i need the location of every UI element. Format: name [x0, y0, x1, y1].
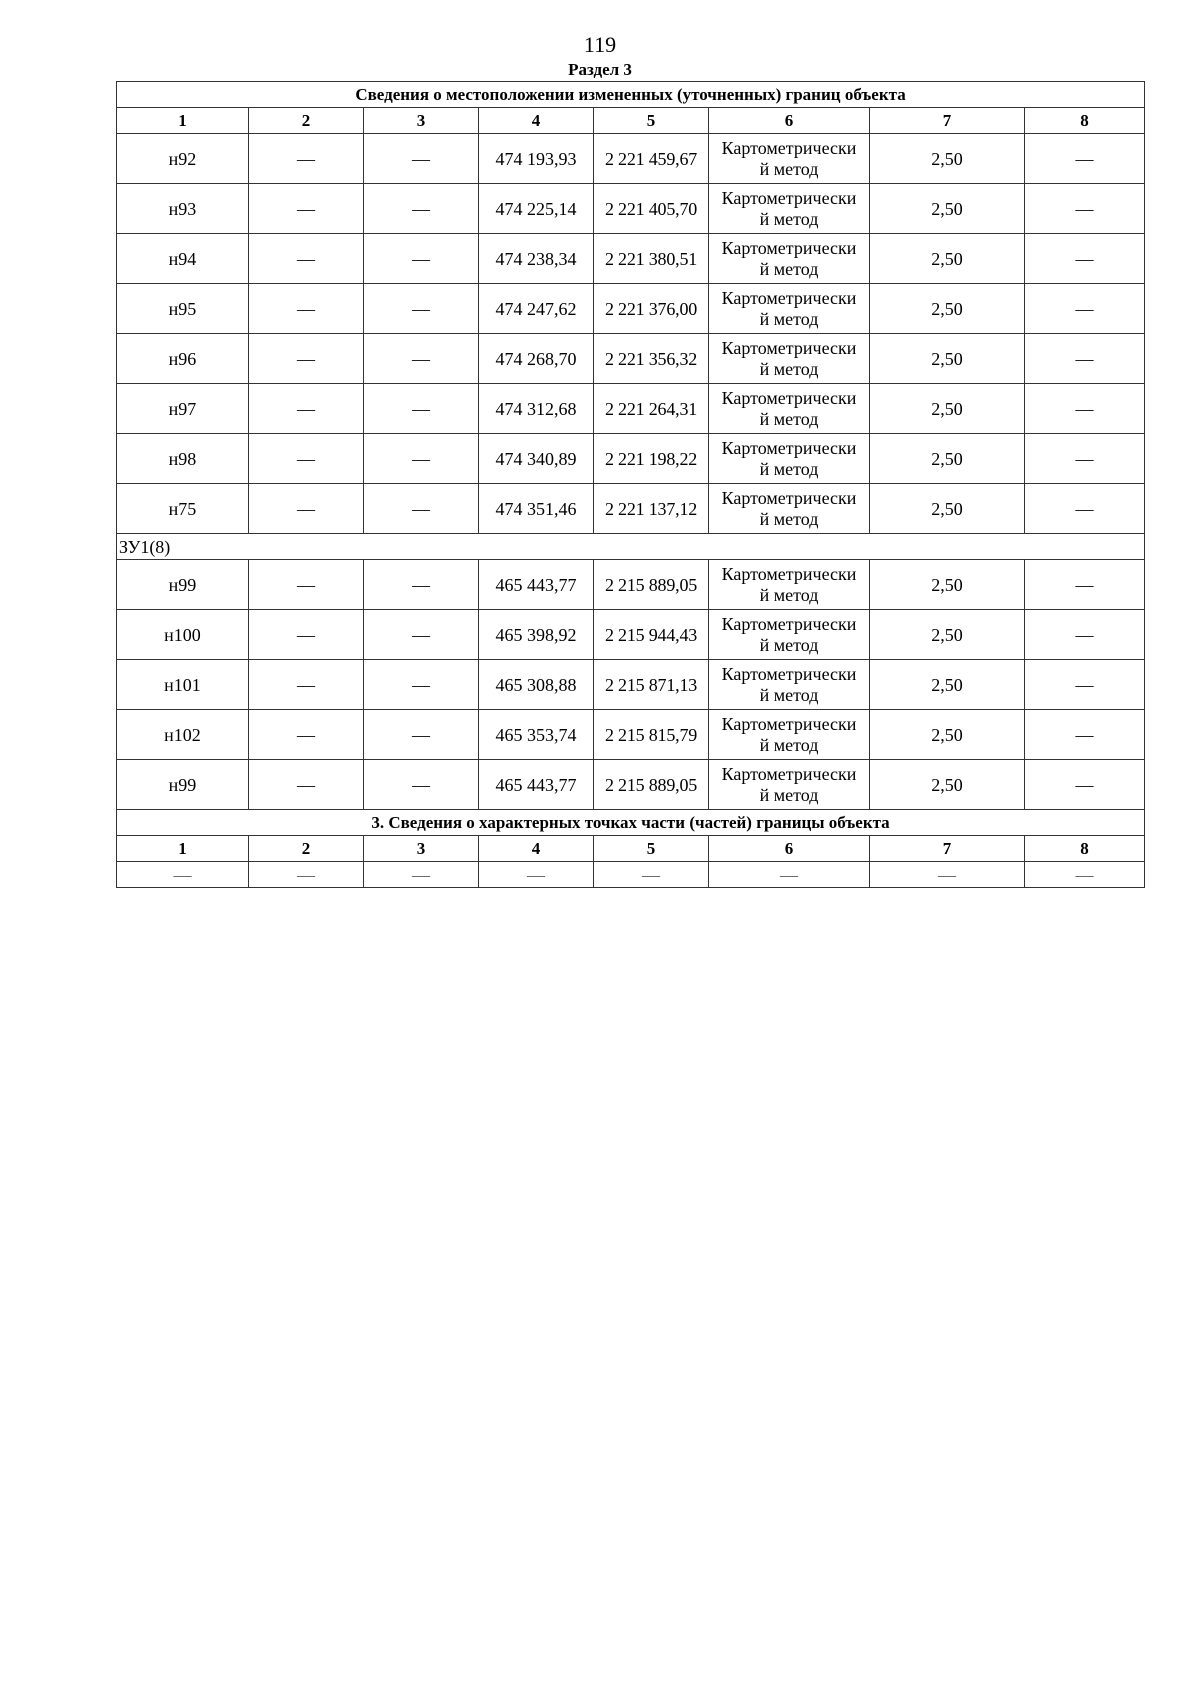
- column-number-1: 1: [117, 108, 249, 134]
- group-label: ЗУ1(8): [117, 534, 1145, 560]
- method-line-1: Картометрически: [721, 713, 857, 734]
- table-caption-row: [117, 82, 1145, 108]
- column-2-cell: —: [249, 334, 364, 384]
- point-name-cell: н101: [117, 660, 249, 710]
- method-line-1: Картометрически: [721, 563, 857, 584]
- y-coordinate-cell: 2 221 459,67: [594, 134, 709, 184]
- x-coordinate-cell: 465 398,92: [479, 610, 594, 660]
- table-row: [117, 134, 1145, 184]
- method-line-2: й метод: [759, 508, 819, 529]
- point-name-cell: н95: [117, 284, 249, 334]
- method-line-1: Картометрически: [721, 387, 857, 408]
- column-number-6: 6: [709, 836, 870, 862]
- column-8-cell: —: [1025, 660, 1145, 710]
- column-8-cell: —: [1025, 134, 1145, 184]
- column-number-8: 8: [1025, 108, 1145, 134]
- method-line-2: й метод: [759, 584, 819, 605]
- table-row: [117, 610, 1145, 660]
- column-2-cell: —: [249, 760, 364, 810]
- x-coordinate-cell: 474 312,68: [479, 384, 594, 434]
- table-row: [117, 760, 1145, 810]
- column-3-cell: —: [364, 284, 479, 334]
- table-body: [117, 82, 1145, 888]
- x-coordinate-cell: 465 443,77: [479, 560, 594, 610]
- y-coordinate-cell: 2 221 376,00: [594, 284, 709, 334]
- column-3-cell: —: [364, 760, 479, 810]
- column-number-3: 3: [364, 836, 479, 862]
- accuracy-cell: 2,50: [870, 710, 1025, 760]
- method-line-2: й метод: [759, 734, 819, 755]
- x-coordinate-cell: 474 340,89: [479, 434, 594, 484]
- column-number-3: 3: [364, 108, 479, 134]
- parts-empty-row: [117, 862, 1145, 888]
- method-line-2: й метод: [759, 784, 819, 805]
- column-3-cell: —: [364, 434, 479, 484]
- parts-empty-cell: —: [249, 862, 364, 888]
- point-name-cell: н97: [117, 384, 249, 434]
- accuracy-cell: 2,50: [870, 134, 1025, 184]
- point-name-cell: н99: [117, 760, 249, 810]
- method-line-1: Картометрически: [721, 137, 857, 158]
- column-numbers-row: [117, 108, 1145, 134]
- x-coordinate-cell: 474 247,62: [479, 284, 594, 334]
- x-coordinate-cell: 474 238,34: [479, 234, 594, 284]
- y-coordinate-cell: 2 221 405,70: [594, 184, 709, 234]
- y-coordinate-cell: 2 221 137,12: [594, 484, 709, 534]
- column-3-cell: —: [364, 184, 479, 234]
- method-cell: [709, 560, 870, 610]
- parts-empty-cell: —: [479, 862, 594, 888]
- accuracy-cell: 2,50: [870, 760, 1025, 810]
- point-name-cell: н100: [117, 610, 249, 660]
- y-coordinate-cell: 2 215 815,79: [594, 710, 709, 760]
- column-8-cell: —: [1025, 560, 1145, 610]
- x-coordinate-cell: 474 268,70: [479, 334, 594, 384]
- point-name-cell: н98: [117, 434, 249, 484]
- method-cell: [709, 610, 870, 660]
- accuracy-cell: 2,50: [870, 284, 1025, 334]
- method-line-1: Картометрически: [721, 763, 857, 784]
- parts-caption: 3. Сведения о характерных точках части (частей) границы объекта: [117, 810, 1145, 836]
- method-line-1: Картометрически: [721, 613, 857, 634]
- method-cell: [709, 484, 870, 534]
- point-name-cell: н93: [117, 184, 249, 234]
- column-number-4: 4: [479, 836, 594, 862]
- x-coordinate-cell: 465 308,88: [479, 660, 594, 710]
- column-number-6: 6: [709, 108, 870, 134]
- column-3-cell: —: [364, 334, 479, 384]
- column-2-cell: —: [249, 384, 364, 434]
- column-2-cell: —: [249, 560, 364, 610]
- column-2-cell: —: [249, 710, 364, 760]
- method-line-1: Картометрически: [721, 337, 857, 358]
- parts-empty-cell: —: [594, 862, 709, 888]
- parts-empty-cell: —: [709, 862, 870, 888]
- column-2-cell: —: [249, 234, 364, 284]
- parts-column-numbers-row: [117, 836, 1145, 862]
- method-cell: [709, 384, 870, 434]
- method-cell: [709, 334, 870, 384]
- method-line-2: й метод: [759, 158, 819, 179]
- table-row: [117, 384, 1145, 434]
- method-line-2: й метод: [759, 358, 819, 379]
- column-number-5: 5: [594, 836, 709, 862]
- parts-empty-cell: —: [117, 862, 249, 888]
- table-row: [117, 710, 1145, 760]
- column-2-cell: —: [249, 660, 364, 710]
- column-number-7: 7: [870, 836, 1025, 862]
- x-coordinate-cell: 474 225,14: [479, 184, 594, 234]
- x-coordinate-cell: 474 351,46: [479, 484, 594, 534]
- boundary-table: [116, 81, 1145, 888]
- table-row: [117, 234, 1145, 284]
- column-8-cell: —: [1025, 710, 1145, 760]
- x-coordinate-cell: 465 443,77: [479, 760, 594, 810]
- column-number-1: 1: [117, 836, 249, 862]
- column-3-cell: —: [364, 484, 479, 534]
- table-row: [117, 284, 1145, 334]
- point-name-cell: н75: [117, 484, 249, 534]
- method-line-2: й метод: [759, 208, 819, 229]
- method-cell: [709, 234, 870, 284]
- column-2-cell: —: [249, 610, 364, 660]
- column-8-cell: —: [1025, 760, 1145, 810]
- method-line-2: й метод: [759, 634, 819, 655]
- column-8-cell: —: [1025, 334, 1145, 384]
- accuracy-cell: 2,50: [870, 660, 1025, 710]
- method-cell: [709, 434, 870, 484]
- column-8-cell: —: [1025, 284, 1145, 334]
- table-caption: Сведения о местоположении измененных (уточненных) границ объекта: [117, 82, 1145, 108]
- method-cell: [709, 710, 870, 760]
- parts-empty-cell: —: [364, 862, 479, 888]
- x-coordinate-cell: 474 193,93: [479, 134, 594, 184]
- y-coordinate-cell: 2 215 889,05: [594, 760, 709, 810]
- method-cell: [709, 184, 870, 234]
- method-cell: [709, 134, 870, 184]
- y-coordinate-cell: 2 221 198,22: [594, 434, 709, 484]
- method-line-2: й метод: [759, 308, 819, 329]
- parts-empty-cell: —: [1025, 862, 1145, 888]
- column-3-cell: —: [364, 384, 479, 434]
- table-row: [117, 560, 1145, 610]
- method-cell: [709, 760, 870, 810]
- column-8-cell: —: [1025, 610, 1145, 660]
- column-2-cell: —: [249, 434, 364, 484]
- column-3-cell: —: [364, 710, 479, 760]
- x-coordinate-cell: 465 353,74: [479, 710, 594, 760]
- column-3-cell: —: [364, 660, 479, 710]
- page-number: 119: [583, 32, 617, 57]
- column-8-cell: —: [1025, 384, 1145, 434]
- y-coordinate-cell: 2 215 944,43: [594, 610, 709, 660]
- column-number-5: 5: [594, 108, 709, 134]
- section-title: Раздел 3: [568, 60, 632, 79]
- table-row: [117, 660, 1145, 710]
- parts-caption-row: [117, 810, 1145, 836]
- column-number-4: 4: [479, 108, 594, 134]
- accuracy-cell: 2,50: [870, 334, 1025, 384]
- y-coordinate-cell: 2 221 356,32: [594, 334, 709, 384]
- method-line-1: Картометрически: [721, 663, 857, 684]
- y-coordinate-cell: 2 221 380,51: [594, 234, 709, 284]
- point-name-cell: н94: [117, 234, 249, 284]
- y-coordinate-cell: 2 215 871,13: [594, 660, 709, 710]
- method-line-2: й метод: [759, 684, 819, 705]
- table-row: [117, 434, 1145, 484]
- column-3-cell: —: [364, 134, 479, 184]
- column-2-cell: —: [249, 484, 364, 534]
- point-name-cell: н99: [117, 560, 249, 610]
- method-line-1: Картометрически: [721, 187, 857, 208]
- point-name-cell: н96: [117, 334, 249, 384]
- group-row: [117, 534, 1145, 560]
- accuracy-cell: 2,50: [870, 610, 1025, 660]
- accuracy-cell: 2,50: [870, 484, 1025, 534]
- point-name-cell: н92: [117, 134, 249, 184]
- method-line-1: Картометрически: [721, 437, 857, 458]
- column-8-cell: —: [1025, 484, 1145, 534]
- column-2-cell: —: [249, 134, 364, 184]
- column-3-cell: —: [364, 610, 479, 660]
- accuracy-cell: 2,50: [870, 234, 1025, 284]
- column-8-cell: —: [1025, 234, 1145, 284]
- accuracy-cell: 2,50: [870, 384, 1025, 434]
- method-line-1: Картометрически: [721, 487, 857, 508]
- column-8-cell: —: [1025, 434, 1145, 484]
- method-cell: [709, 660, 870, 710]
- method-line-1: Картометрически: [721, 237, 857, 258]
- column-number-8: 8: [1025, 836, 1145, 862]
- accuracy-cell: 2,50: [870, 184, 1025, 234]
- table-row: [117, 484, 1145, 534]
- column-3-cell: —: [364, 560, 479, 610]
- method-line-2: й метод: [759, 458, 819, 479]
- accuracy-cell: 2,50: [870, 434, 1025, 484]
- method-line-2: й метод: [759, 258, 819, 279]
- point-name-cell: н102: [117, 710, 249, 760]
- column-2-cell: —: [249, 184, 364, 234]
- method-cell: [709, 284, 870, 334]
- column-3-cell: —: [364, 234, 479, 284]
- y-coordinate-cell: 2 215 889,05: [594, 560, 709, 610]
- column-number-2: 2: [249, 836, 364, 862]
- column-2-cell: —: [249, 284, 364, 334]
- method-line-1: Картометрически: [721, 287, 857, 308]
- table-row: [117, 184, 1145, 234]
- column-number-2: 2: [249, 108, 364, 134]
- table-row: [117, 334, 1145, 384]
- method-line-2: й метод: [759, 408, 819, 429]
- column-8-cell: —: [1025, 184, 1145, 234]
- column-number-7: 7: [870, 108, 1025, 134]
- accuracy-cell: 2,50: [870, 560, 1025, 610]
- y-coordinate-cell: 2 221 264,31: [594, 384, 709, 434]
- parts-empty-cell: —: [870, 862, 1025, 888]
